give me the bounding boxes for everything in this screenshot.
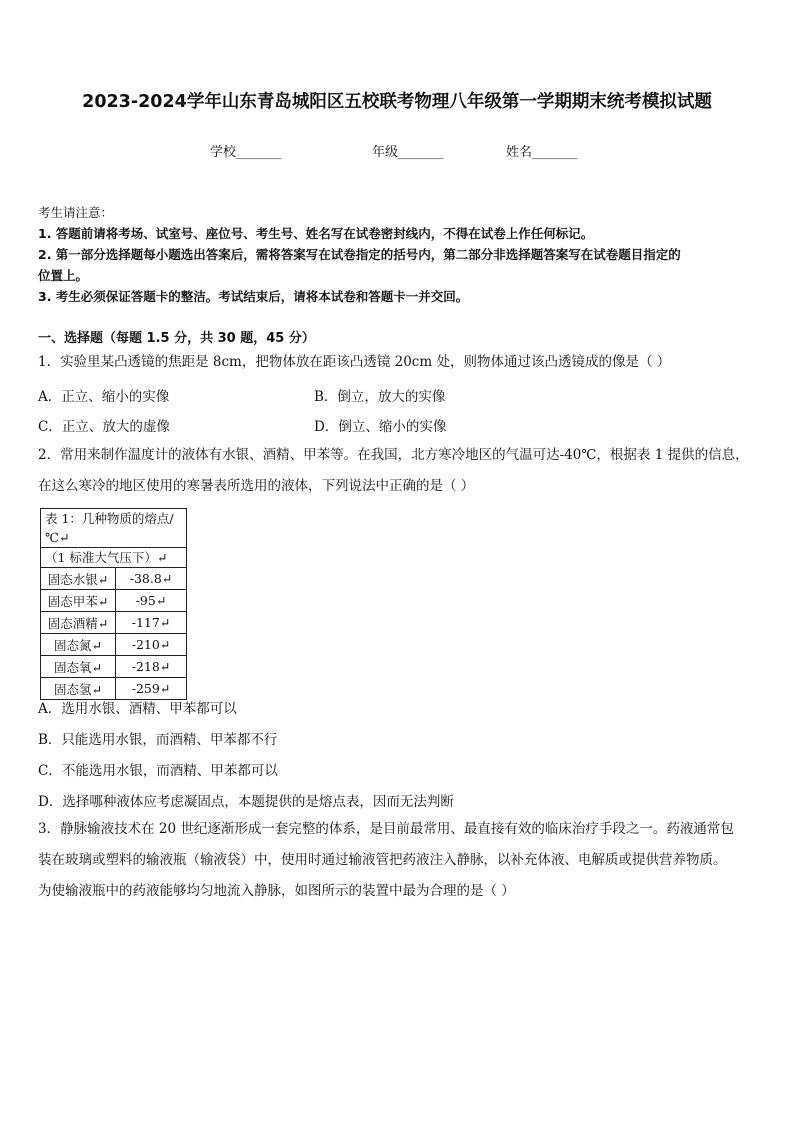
table-row — [41, 634, 187, 656]
q1-option-d: D．倒立、缩小的实像 — [314, 419, 447, 435]
notice-item: 1. 答题前请将考场、试室号、座位号、考生号、姓名写在试卷密封线内，不得在试卷上作任何标记。 — [38, 226, 594, 241]
q2-option-d: D．选择哪种液体应考虑凝固点，本题提供的是熔点表，因而无法判断 — [38, 794, 454, 810]
question-3-line-3: 为使输液瓶中的药液能够均匀地流入静脉，如图所示的装置中最为合理的是（ ） — [38, 883, 515, 899]
table-row — [41, 656, 187, 678]
q1-option-a: A．正立、缩小的实像 — [38, 389, 170, 405]
melting-point: -117↵ — [116, 612, 187, 634]
melting-point: -210↵ — [116, 634, 187, 656]
question-3-stem — [38, 814, 764, 907]
substance-name: 固态水银↵ — [41, 568, 116, 590]
melting-point: -95↵ — [116, 590, 187, 612]
exam-notice — [38, 202, 760, 307]
grade-field: 年级_______ — [372, 145, 444, 160]
question-2-stem — [38, 440, 764, 502]
q2-option-a: A．选用水银、酒精、甲苯都可以 — [38, 701, 237, 717]
q1-option-c: C．正立、放大的虚像 — [38, 419, 170, 435]
question-2-line-1: 2．常用来制作温度计的液体有水银、酒精、甲苯等。在我国，北方寒冷地区的气温可达-40℃，根据表 1 提供的信息， — [38, 447, 749, 463]
table-row — [41, 612, 187, 634]
melting-point: -218↵ — [116, 656, 187, 678]
q1-option-b: B．倒立，放大的实像 — [314, 389, 446, 405]
page-title: 2023-2024学年山东青岛城阳区五校联考物理八年级第一学期期末统考模拟试题 — [82, 92, 712, 112]
notice-item: 3. 考生必须保证答题卡的整洁。考试结束后，请将本试卷和答题卡一并交回。 — [38, 289, 469, 304]
name-field: 姓名_______ — [506, 145, 578, 160]
question-2-line-2: 在这么寒冷的地区使用的寒暑表所选用的液体，下列说法中正确的是（ ） — [38, 478, 475, 494]
notice-heading: 考生请注意： — [38, 205, 114, 220]
table-row — [41, 590, 187, 612]
table-header-2: （1 标准大气压下）↵ — [41, 548, 187, 568]
melting-point-table — [40, 508, 187, 700]
substance-name: 固态酒精↵ — [41, 612, 116, 634]
table-header-1: 表 1：几种物质的熔点/℃↵ — [41, 509, 187, 548]
substance-name: 固态甲苯↵ — [41, 590, 116, 612]
question-3-line-2: 装在玻璃或塑料的输液瓶（输液袋）中，使用时通过输液管把药液注入静脉，以补充体液、电解质或提供营养物质。 — [38, 852, 727, 868]
notice-item: 2. 第一部分选择题每小题选出答案后，需将答案写在试卷指定的括号内，第二部分非选择题答案写在试卷题目指定的 — [38, 247, 681, 262]
melting-point: -259↵ — [116, 678, 187, 700]
school-field: 学校_______ — [210, 145, 282, 160]
section-heading: 一、选择题（每题 1.5 分，共 30 题，45 分） — [38, 331, 315, 346]
substance-name: 固态氢↵ — [41, 678, 116, 700]
table-row — [41, 568, 187, 590]
q2-option-c: C．不能选用水银，而酒精、甲苯都可以 — [38, 763, 278, 779]
question-3-line-1: 3．静脉输液技术在 20 世纪逐渐形成一套完整的体系，是目前最常用、最直接有效的临床治疗手段之一。药液通常包 — [38, 821, 734, 837]
melting-point: -38.8↵ — [116, 568, 187, 590]
q2-option-b: B．只能选用水银，而酒精、甲苯都不行 — [38, 732, 278, 748]
question-1-stem: 1．实验里某凸透镜的焦距是 8cm，把物体放在距该凸透镜 20cm 处，则物体通过该凸透镜成的像是（ ） — [38, 354, 671, 370]
substance-name: 固态氮↵ — [41, 634, 116, 656]
substance-name: 固态氧↵ — [41, 656, 116, 678]
notice-item: 位置上。 — [38, 268, 89, 283]
